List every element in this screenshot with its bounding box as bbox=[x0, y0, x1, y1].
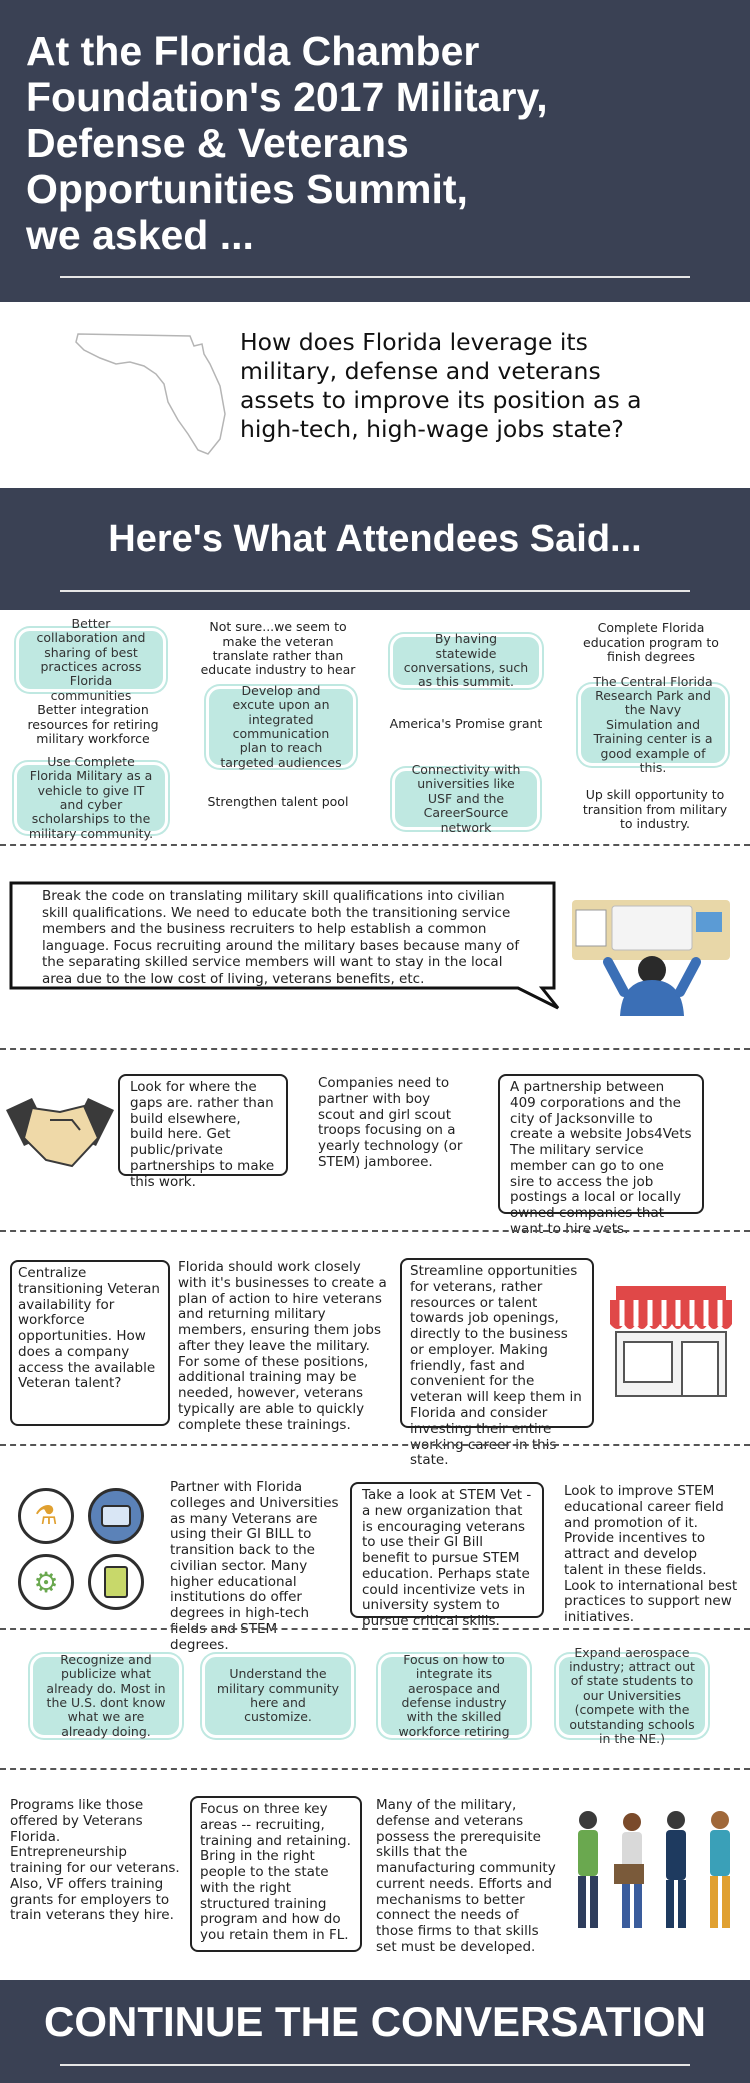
comment-collaboration: Better collaboration and sharing of best practices across Florida communities bbox=[16, 628, 166, 692]
attendees-divider bbox=[60, 590, 690, 592]
comment-jobs4vets: A partnership between 409 corporations and the city of Jacksonville to create a website Jobs4Vets The military service member can go to one sire to access the job postings a local or locally owned companies that want to hire vets. bbox=[498, 1074, 704, 1214]
comment-three-areas: Focus on three key areas -- recruiting, training and retaining. Bring in the right people to the state with the right structured training program and how do you retain them in FL. bbox=[190, 1796, 362, 1952]
footer-banner bbox=[0, 1980, 750, 2083]
stem-icons bbox=[14, 1484, 154, 1614]
calculator-icon bbox=[88, 1554, 144, 1610]
comment-partner-colleges: Partner with Florida colleges and Universities as many Veterans are using their GI BILL to transition back to the civilian sector. Many higher educational institutions do offer degrees in high-tech fields and STEM degrees. bbox=[170, 1479, 339, 1653]
gears-icon: ⚙ bbox=[18, 1554, 74, 1610]
question-section bbox=[0, 302, 750, 488]
comment-complete-florida: Use Complete Florida Military as a vehicle to give IT and cyber scholarships to the military community. bbox=[14, 762, 168, 834]
divider-2 bbox=[0, 1048, 750, 1050]
comment-streamline: Streamline opportunities for veterans, rather resources or talent towards job openings, directly to the business or employer. Making friendly, fast and convenient for the veteran will keep them in Florida and consider investing their entire working career in this state. bbox=[400, 1258, 594, 1428]
comment-florida-work: Florida should work closely with it's businesses to create a plan of action to hire veterans and returning military members, ensuring them jobs after they leave the military. For some of these positions, additional training may be needed, however, veterans typically are able to quickly complete these trainings. bbox=[178, 1259, 387, 1433]
comment-up-skill: Up skill opportunity to transition from military to industry. bbox=[582, 787, 728, 832]
attendees-heading: Here's What Attendees Said... bbox=[108, 518, 642, 560]
divider-4 bbox=[0, 1444, 750, 1446]
footer-divider bbox=[60, 2064, 690, 2066]
comment-not-sure: Not sure...we seem to make the veteran translate rather than educate industry to hear bbox=[200, 619, 356, 678]
comment-scouts: Companies need to partner with boy scout and girl scout troops focusing on a yearly technology (or STEM) jamboree. bbox=[318, 1075, 463, 1170]
comment-expand: Expand aerospace industry; attract out of state students to our Universities (compete with the outstanding schools in the NE.) bbox=[556, 1654, 708, 1738]
footer-cta[interactable]: CONTINUE THE CONVERSATION bbox=[44, 1998, 706, 2045]
comment-talent-pool: Strengthen talent pool bbox=[207, 793, 349, 809]
divider-6 bbox=[0, 1768, 750, 1770]
divider-5 bbox=[0, 1628, 750, 1630]
comment-stem-vet: Take a look at STEM Vet - a new organization that is encouraging veterans to use their GI Bill benefit to pursue STEM education. Perhaps state could incentivize vets in university system to pursue critical skills. bbox=[350, 1482, 544, 1618]
question-text: How does Florida leverage its military, defense and veterans assets to improve its position as a high-tech, high-wage jobs state? bbox=[240, 328, 642, 443]
comment-gaps: Look for where the gaps are. rather than build elsewhere, build here. Get public/private partnerships to make this work. bbox=[118, 1074, 288, 1176]
header-title: At the Florida Chamber Foundation's 2017 Military, Defense & Veterans Opportunities Summit, we asked ... bbox=[26, 28, 548, 258]
person-at-desk-icon bbox=[568, 896, 734, 1016]
header-divider bbox=[60, 276, 690, 278]
comment-central-florida: The Central Florida Research Park and the Navy Simulation and Training center is a good example of this. bbox=[578, 684, 728, 766]
microscope-icon: ⚗ bbox=[18, 1488, 74, 1544]
comment-recognize: Recognize and publicize what already do. Most in the U.S. dont know what we are already doing. bbox=[30, 1654, 182, 1738]
speech-text: Break the code on translating military skill qualifications into civilian skill qualifications. We need to educate both the transitioning service members and the business recruiters to help establish a common language. Focus recruiting around the military bases because many of the separating skilled service members will want to stay in the local area due to the low cost of living, veterans benefits, etc. bbox=[42, 888, 520, 987]
comment-integration: Better integration resources for retiring military workforce bbox=[27, 702, 159, 747]
handshake-icon bbox=[2, 1090, 118, 1180]
comment-connectivity: Connectivity with universities like USF and the CareerSource network bbox=[392, 768, 540, 830]
divider-3 bbox=[0, 1230, 750, 1232]
comment-complete-education: Complete Florida education program to finish degrees bbox=[583, 620, 719, 665]
robot-icon bbox=[88, 1488, 144, 1544]
header-banner bbox=[0, 0, 750, 302]
attendees-banner bbox=[0, 488, 750, 610]
comment-veterans-florida: Programs like those offered by Veterans Florida. Entrepreneurship training for our veterans. Also, VF offers training grants for employers to train veterans they hire. bbox=[10, 1797, 180, 1924]
people-group-icon bbox=[566, 1808, 742, 1932]
comment-manufacturing: Many of the military, defense and veterans possess the prerequisite skills that the manufacturing community current needs. Efforts and mechanisms to better connect the needs of those firms to that skills set must be developed. bbox=[376, 1797, 556, 1956]
florida-map-icon bbox=[70, 324, 230, 464]
comment-communication-plan: Develop and excute upon an integrated communication plan to reach targeted audiences bbox=[206, 686, 356, 768]
comment-centralize: Centralize transitioning Veteran availability for workforce opportunities. How does a company access the available Veteran talent? bbox=[10, 1260, 170, 1426]
comment-statewide: By having statewide conversations, such as this summit. bbox=[390, 634, 542, 688]
comment-improve-stem: Look to improve STEM educational career field and promotion of it. Provide incentives to attract and develop talent in these fields. Look to international best practices to support new initiatives. bbox=[564, 1483, 738, 1626]
comment-americas-promise: America's Promise grant bbox=[389, 715, 543, 731]
storefront-icon bbox=[608, 1282, 734, 1400]
comment-understand: Understand the military community here and customize. bbox=[202, 1654, 354, 1738]
comment-integrate: Focus on how to integrate its aerospace and defense industry with the skilled workforce retiring bbox=[378, 1654, 530, 1738]
divider-1 bbox=[0, 844, 750, 846]
